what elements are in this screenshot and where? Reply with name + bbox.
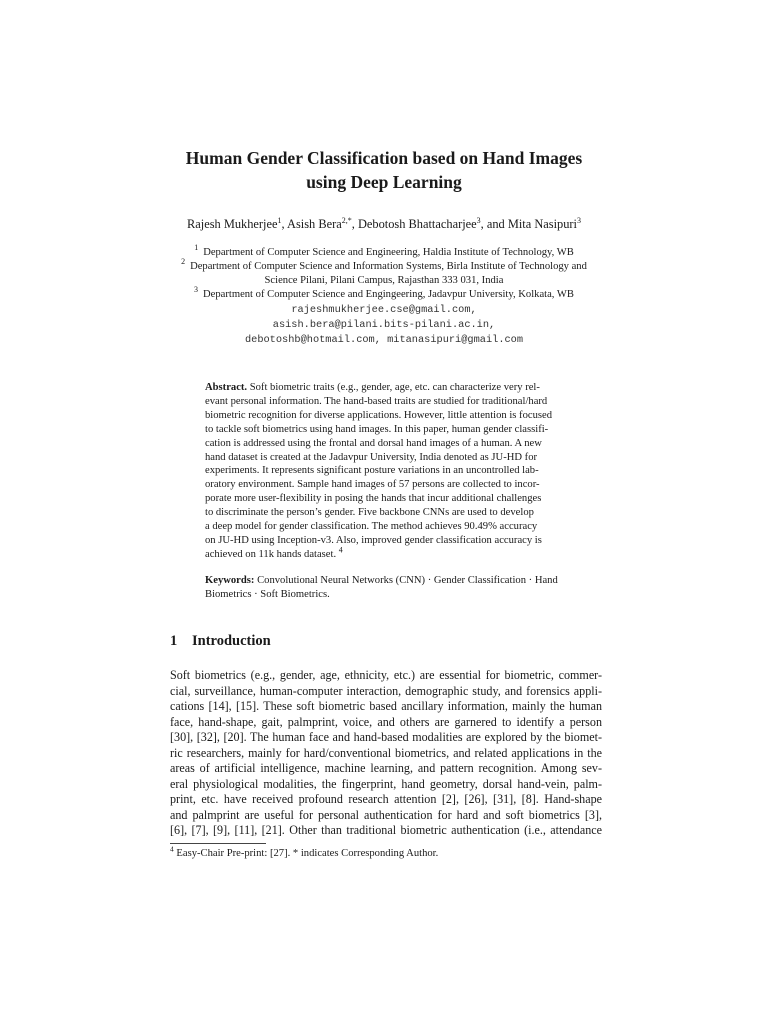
intro-line: eral physiological modalities, the fingerprint, hand geometry, dorsal hand-vein, palm-	[170, 776, 602, 791]
abstract-line: oratory environment. Sample hand images of 57 persons are collected to incor-	[205, 479, 540, 491]
section-heading	[170, 633, 271, 650]
author-name: Mita Nasipuri	[507, 217, 577, 231]
author-sep: , and	[480, 217, 508, 231]
intro-line: [6], [7], [9], [11], [21]. Other than traditional biometric authentication (i.e., attendance	[170, 823, 602, 837]
author-affil-mark: 3	[577, 215, 581, 225]
author-affil-mark: 1	[277, 215, 282, 225]
affiliation-text: Department of Computer Science and Information Systems, Birla Institute of Technology and	[190, 261, 587, 272]
title-line: Human Gender Classification based on Hand Images	[185, 148, 583, 168]
author-sep: ,	[351, 217, 358, 231]
intro-paragraph	[170, 668, 602, 839]
author	[287, 217, 358, 231]
author	[508, 217, 581, 231]
footnote	[170, 844, 439, 861]
intro-line: print, etc. have received profound research attention [2], [26], [31], [8]. Hand-shape	[170, 792, 602, 806]
author-sep: ,	[281, 217, 288, 231]
abstract-label: Abstract.	[205, 382, 248, 393]
keywords-label: Keywords:	[205, 574, 255, 586]
abstract-line: to tackle soft biometrics using hand images. In this paper, human gender classifi-	[205, 423, 549, 435]
intro-line: Soft biometrics (e.g., gender, age, ethnicity, etc.) are essential for biometric, commer-	[170, 668, 602, 682]
author-affil-mark: 2,*	[341, 215, 352, 225]
abstract-line: experiments. It represents significant posture variations in an uncontrolled lab-	[205, 465, 539, 477]
footnote-text: Easy-Chair Pre-print: [27]. * indicates Corresponding Author.	[173, 848, 439, 859]
footnote-rule	[170, 843, 266, 844]
affiliation-text: Department of Computer Science and Engineering, Haldia Institute of Technology, WB	[203, 247, 574, 258]
affiliation	[0, 257, 768, 288]
email-line: debotoshb@hotmail.com, mitanasipuri@gmail.com	[244, 334, 524, 346]
intro-line: cial, surveillance, human-computer interaction, demographic study, and forensics appli-	[170, 683, 602, 698]
affiliation	[0, 285, 768, 302]
section-title: Introduction	[192, 633, 271, 649]
author-affil-mark: 3	[476, 215, 481, 225]
author	[358, 217, 508, 231]
affiliation-text: Science Pilani, Pilani Campus, Rajasthan 333 031, India	[264, 275, 504, 286]
abstract-line: achieved on 11k hands dataset.	[205, 548, 337, 560]
affiliation	[0, 243, 768, 260]
abstract-line: cation is addressed using the frontal and dorsal hand images of a human. A new	[205, 437, 542, 449]
abstract-line: a deep model for gender classification. The method achieves 90.49% accuracy	[205, 521, 538, 533]
keywords-line: Convolutional Neural Networks (CNN) · Gender Classification · Hand	[254, 574, 558, 586]
affiliation-number: 2	[181, 257, 186, 267]
author-name: Debotosh Bhattacharjee	[357, 217, 477, 231]
intro-line: and palmprint are useful for personal authentication for hard and soft biometrics [3],	[170, 807, 602, 822]
author-list	[0, 216, 768, 232]
abstract-line: to discriminate the person’s gender. Five backbone CNNs are used to develop	[205, 507, 534, 519]
footnote-number: 4	[170, 844, 174, 854]
affiliation-text: Department of Computer Science and Engingeering, Jadavpur University, Kolkata, WB	[203, 289, 574, 300]
email-list	[0, 303, 768, 348]
author-name: Asish Bera	[287, 217, 342, 231]
keywords-line: Biometrics · Soft Biometrics.	[205, 588, 330, 600]
affiliation-number: 1	[194, 243, 199, 253]
section-number: 1	[170, 633, 178, 649]
abstract-line: evant personal information. The hand-based traits are studied for traditional/hard	[205, 395, 548, 407]
intro-line: face, hand-shape, gait, palmprint, voice, and others are garnered to identify a person	[170, 714, 602, 729]
abstract-line: Soft biometric traits (e.g., gender, age, etc. can characterize very rel-	[247, 382, 540, 393]
paper-title	[0, 146, 768, 194]
affiliation-number: 3	[194, 285, 198, 295]
abstract-line: porate more user-flexibility in posing the hands that incur additional challenges	[205, 493, 542, 505]
intro-line: [30], [32], [20]. The human face and hand-based modalities are explored by the biomet-	[170, 730, 602, 744]
author-name: Rajesh Mukherjee	[187, 217, 278, 231]
keywords	[205, 574, 571, 602]
abstract-line: hand dataset is created at the Jadavpur University, India denoted as JU-HD for	[205, 451, 538, 463]
author	[187, 217, 287, 231]
abstract-body	[205, 381, 571, 562]
affiliations	[0, 243, 768, 348]
email-line: rajeshmukherjee.cse@gmail.com,	[291, 304, 477, 316]
email-line: asish.bera@pilani.bits-pilani.ac.in,	[272, 319, 496, 331]
abstract-line: biometric recognition for diverse applications. However, little attention is focused	[205, 409, 553, 421]
abstract	[205, 381, 571, 602]
intro-line: cations [14], [15]. These soft biometric based ancillary information, mainly the human	[170, 699, 602, 713]
footnote-mark: 4	[338, 545, 343, 555]
intro-line: areas of artificial intelligence, machine learning, and pattern recognition. Among sev-	[170, 761, 602, 775]
abstract-line: on JU-HD using Inception-v3. Also, improved gender classification accuracy is	[205, 534, 542, 546]
title-line: using Deep Learning	[306, 172, 462, 192]
intro-line: ric researchers, mainly for hard/conventional biometrics, and related applications in the	[170, 745, 602, 760]
